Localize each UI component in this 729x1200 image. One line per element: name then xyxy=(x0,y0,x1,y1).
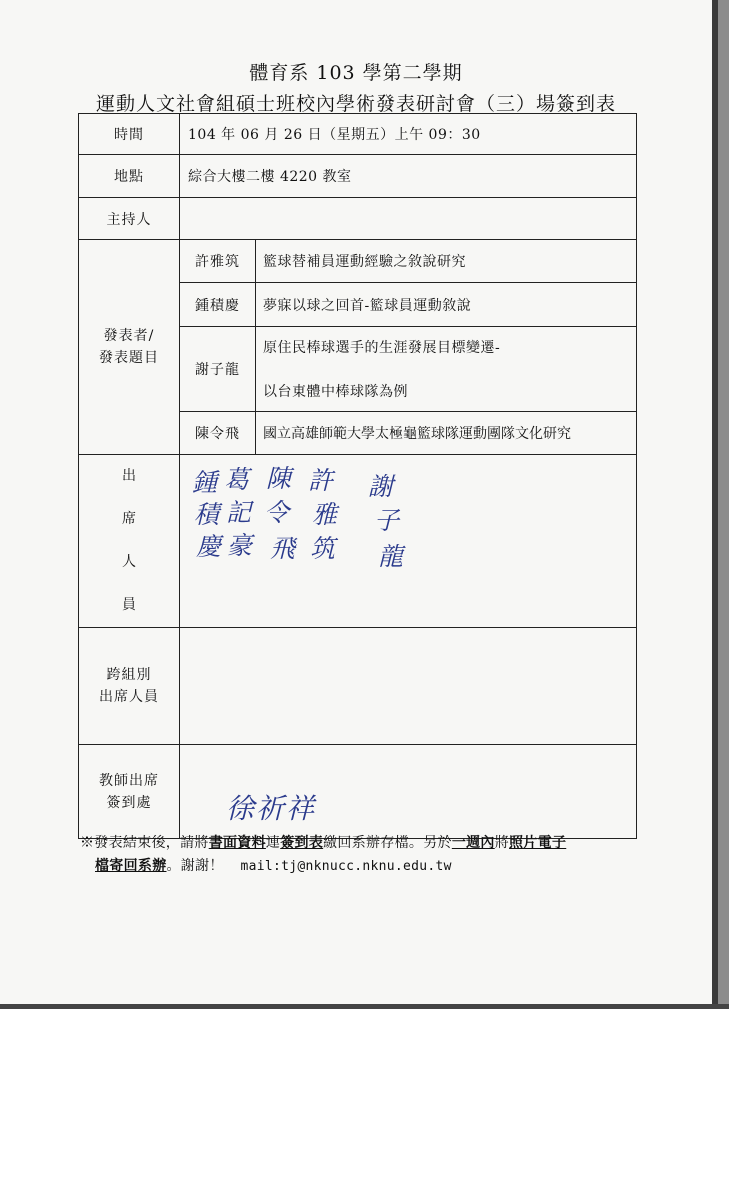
presenter-topic: 國立高雄師範大學太極龜籃球隊運動團隊文化研究 xyxy=(256,412,637,455)
attendees-label-char: 出 xyxy=(122,468,136,484)
signature-col-4: 許 雅 筑 xyxy=(308,466,338,563)
teacher-label xyxy=(79,745,180,839)
footer-emphasis: 書面資料 xyxy=(208,835,266,851)
row-teacher xyxy=(79,745,637,839)
host-label: 主持人 xyxy=(79,198,180,240)
attendees-label-char: 人 xyxy=(122,554,136,570)
time-label: 時間 xyxy=(79,114,180,155)
row-place xyxy=(79,155,637,198)
presenter-topic-line1: 原住民棒球選手的生涯發展目標變遷- xyxy=(263,340,501,356)
cross-group-label-line2: 出席人員 xyxy=(99,689,159,705)
signature-col-3: 陳 令 飛 xyxy=(264,464,296,563)
footer-email[interactable]: mail:tj@nknucc.nknu.edu.tw xyxy=(240,859,452,874)
presenter-name: 謝子龍 xyxy=(180,327,256,412)
attendees-signature-area[interactable] xyxy=(180,455,637,628)
title-line-2: 運動人文社會組碩士班校內學術發表研討會（三）場簽到表 xyxy=(95,93,616,115)
host-value xyxy=(180,198,637,240)
row-cross-group xyxy=(79,628,637,745)
attendees-signatures xyxy=(180,455,636,605)
title-line-1: 體育系 103 學第二學期 xyxy=(249,62,463,84)
scan-edge-shadow xyxy=(712,0,718,1008)
footer-text: ※發表結束後，請將 xyxy=(80,835,209,851)
cross-group-label-line1: 跨組別 xyxy=(106,667,152,683)
footer-text: 將 xyxy=(494,835,510,851)
footer-note-line1 xyxy=(80,832,566,852)
signature-col-2: 葛 記 豪 xyxy=(224,465,253,560)
attendees-label-char: 員 xyxy=(122,597,136,613)
footer-text: 。謝謝！ xyxy=(166,858,224,874)
footer-text: 連 xyxy=(265,835,281,851)
time-value: 104 年 06 月 26 日（星期五）上午 09：30 xyxy=(180,114,637,155)
presenter-topic: 籃球替補員運動經驗之敘說研究 xyxy=(256,240,637,283)
place-value: 綜合大樓二樓 4220 教室 xyxy=(180,155,637,198)
scan-edge-bottom xyxy=(0,1004,729,1009)
row-time xyxy=(79,114,637,155)
teacher-signature: 徐祈祥 xyxy=(226,792,317,825)
presenter-topic: 夢寐以球之回首-籃球員運動敘說 xyxy=(256,283,637,327)
footer-emphasis: 照片電子 xyxy=(509,835,567,851)
presenters-label-line2: 發表題目 xyxy=(99,350,159,366)
footer-emphasis: 一週內 xyxy=(451,835,495,851)
row-attendees xyxy=(79,455,637,628)
signature-col-1: 鍾 積 慶 xyxy=(192,468,222,561)
footer-emphasis: 檔寄回系辦 xyxy=(95,858,167,874)
place-label: 地點 xyxy=(79,155,180,198)
presenter-topic xyxy=(256,327,637,412)
footer-note-line2 xyxy=(95,855,452,875)
cross-group-label xyxy=(79,628,180,745)
attendees-label xyxy=(79,455,180,628)
presenter-topic-line2: 以台東體中棒球隊為例 xyxy=(263,384,408,400)
sign-in-table xyxy=(78,113,637,839)
footer-text: 繳回系辦存檔。另於 xyxy=(323,835,452,851)
teacher-label-line2: 簽到處 xyxy=(106,794,152,811)
footer-emphasis: 簽到表 xyxy=(280,835,324,851)
presenter-name: 陳令飛 xyxy=(180,412,256,455)
presenter-name: 許雅筑 xyxy=(180,240,256,283)
attendees-label-char: 席 xyxy=(122,511,136,527)
cross-group-signature-area[interactable] xyxy=(180,628,637,745)
presenters-label-line1: 發表者/ xyxy=(103,328,155,344)
presenters-label xyxy=(79,240,180,455)
presenter-name: 鍾積慶 xyxy=(180,283,256,327)
presenter-row xyxy=(79,240,637,283)
row-host xyxy=(79,198,637,240)
teacher-signature-area[interactable] xyxy=(180,745,637,839)
signature-col-5: 謝 子 龍 xyxy=(368,472,404,571)
teacher-label-line1: 教師出席 xyxy=(99,772,159,789)
